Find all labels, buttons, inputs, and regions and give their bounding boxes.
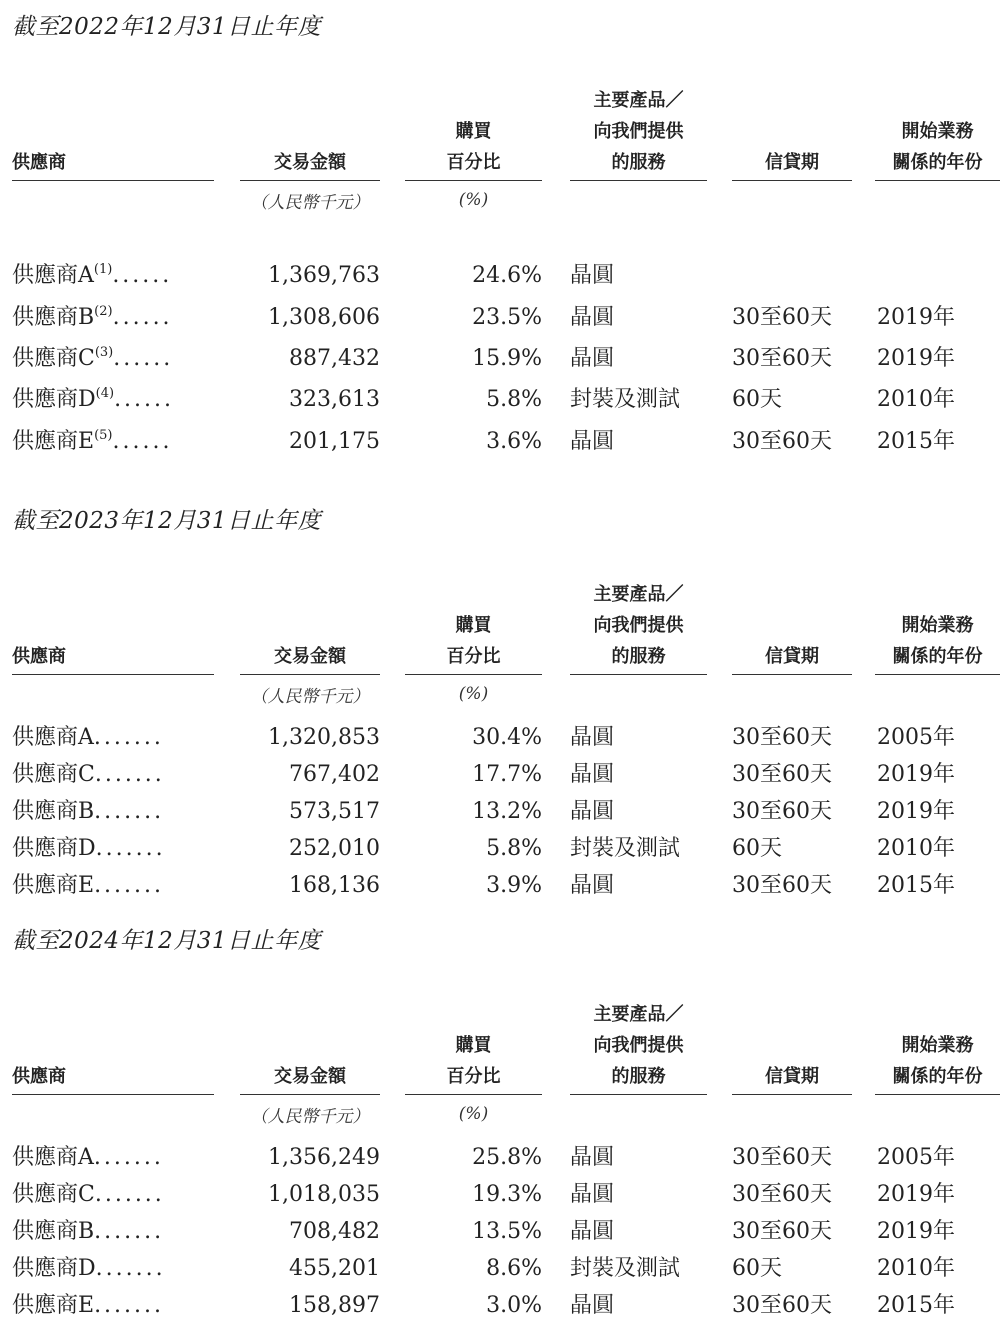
product-service: 晶圓 <box>570 346 615 371</box>
supplier-label: 供應商B <box>12 1219 95 1244</box>
leader-dots: ....... <box>94 799 165 824</box>
leader-dots: ....... <box>94 873 165 898</box>
purchase-percentage: 3.0% <box>486 1293 542 1318</box>
supplier-label: 供應商C <box>12 1182 95 1207</box>
header-rule <box>405 1094 542 1095</box>
product-service: 晶圓 <box>570 1219 615 1244</box>
product-service: 晶圓 <box>570 799 615 824</box>
supplier-label: 供應商A <box>12 725 94 750</box>
product-service: 晶圓 <box>570 1182 615 1207</box>
purchase-percentage: 13.5% <box>472 1219 542 1244</box>
supplier-name <box>12 1288 164 1324</box>
table-row <box>0 831 1000 867</box>
header-rule <box>570 674 707 675</box>
leader-dots: ....... <box>95 836 166 861</box>
product-service: 晶圓 <box>570 1145 615 1170</box>
credit-period: 30至60天 <box>732 799 832 824</box>
purchase-percentage: 5.8% <box>486 836 542 861</box>
relationship-start-year: 2019年 <box>877 1182 955 1207</box>
relationship-start-year: 2019年 <box>877 799 955 824</box>
purchase-percentage: 3.9% <box>486 873 542 898</box>
supplier-name <box>12 1214 164 1250</box>
footnote-ref: (5) <box>94 428 113 443</box>
leader-dots: ...... <box>112 429 173 454</box>
unit-percentage: (%) <box>458 1104 489 1124</box>
supplier-name <box>12 300 173 336</box>
supplier-name <box>12 1140 164 1176</box>
supplier-label: 供應商D <box>12 387 96 412</box>
header-percentage: 購買 百分比 <box>446 615 501 667</box>
transaction-amount: 1,308,606 <box>268 305 380 330</box>
header-supplier: 供應商 <box>12 1066 66 1087</box>
credit-period: 60天 <box>732 836 782 861</box>
leader-dots: ....... <box>94 762 165 787</box>
table-row <box>0 1288 1000 1324</box>
header-rule <box>570 1094 707 1095</box>
credit-period: 30至60天 <box>732 1182 832 1207</box>
supplier-name <box>12 868 164 904</box>
supplier-name <box>12 258 172 294</box>
supplier-label: 供應商E <box>12 873 95 898</box>
relationship-start-year: 2010年 <box>877 387 955 412</box>
product-service: 封裝及測試 <box>570 387 681 412</box>
header-rule <box>875 180 1000 181</box>
leader-dots: ...... <box>114 387 175 412</box>
supplier-label: 供應商B <box>12 305 95 330</box>
product-service: 封裝及測試 <box>570 836 681 861</box>
header-rule <box>12 674 214 675</box>
leader-dots: ....... <box>93 725 164 750</box>
credit-period: 30至60天 <box>732 762 832 787</box>
table-row <box>0 794 1000 830</box>
header-credit: 信貸期 <box>765 152 819 173</box>
supplier-label: 供應商E <box>12 429 95 454</box>
transaction-amount: 573,517 <box>289 799 380 824</box>
product-service: 晶圓 <box>570 305 615 330</box>
supplier-label: 供應商D <box>12 836 96 861</box>
section-title: 截至2022年12月31日止年度 <box>12 14 322 40</box>
footnote-ref: (1) <box>93 262 113 277</box>
purchase-percentage: 13.2% <box>472 799 542 824</box>
footnote-ref: (2) <box>94 304 113 319</box>
product-service: 晶圓 <box>570 873 615 898</box>
product-service: 晶圓 <box>570 1293 615 1318</box>
credit-period: 60天 <box>732 387 782 412</box>
relationship-start-year: 2019年 <box>877 305 955 330</box>
leader-dots: ....... <box>93 1145 164 1170</box>
header-credit: 信貸期 <box>765 1066 819 1087</box>
credit-period: 30至60天 <box>732 429 832 454</box>
product-service: 晶圓 <box>570 429 615 454</box>
relationship-start-year: 2010年 <box>877 836 955 861</box>
purchase-percentage: 24.6% <box>472 263 542 288</box>
transaction-amount: 1,320,853 <box>268 725 380 750</box>
footnote-ref: (3) <box>94 345 114 360</box>
supplier-name <box>12 720 164 756</box>
transaction-amount: 1,369,763 <box>268 263 380 288</box>
table-row <box>0 1251 1000 1287</box>
transaction-amount: 168,136 <box>289 873 380 898</box>
table-row <box>0 720 1000 756</box>
footnote-ref: (4) <box>95 386 115 401</box>
product-service: 晶圓 <box>570 263 615 288</box>
supplier-label: 供應商A <box>12 263 94 288</box>
header-rule <box>240 1094 380 1095</box>
header-years: 開始業務 關係的年份 <box>892 121 983 173</box>
product-service: 晶圓 <box>570 762 615 787</box>
transaction-amount: 887,432 <box>289 346 380 371</box>
header-rule <box>12 180 214 181</box>
header-supplier: 供應商 <box>12 646 66 667</box>
section-title: 截至2023年12月31日止年度 <box>12 508 322 534</box>
unit-amount: （人民幣千元） <box>250 1107 370 1127</box>
supplier-label: 供應商B <box>12 799 95 824</box>
transaction-amount: 1,018,035 <box>268 1182 380 1207</box>
supplier-name <box>12 382 174 418</box>
table-row <box>0 382 1000 418</box>
relationship-start-year: 2010年 <box>877 1256 955 1281</box>
section-title: 截至2024年12月31日止年度 <box>12 928 322 954</box>
relationship-start-year: 2019年 <box>877 346 955 371</box>
header-amount: 交易金額 <box>274 646 346 667</box>
header-percentage: 購買 百分比 <box>446 1035 501 1087</box>
relationship-start-year: 2015年 <box>877 873 955 898</box>
credit-period: 30至60天 <box>732 725 832 750</box>
supplier-label: 供應商A <box>12 1145 94 1170</box>
supplier-label: 供應商D <box>12 1256 96 1281</box>
table-row <box>0 341 1000 377</box>
unit-amount: （人民幣千元） <box>250 193 370 213</box>
transaction-amount: 1,356,249 <box>268 1145 380 1170</box>
supplier-name <box>12 424 172 460</box>
leader-dots: ...... <box>113 346 174 371</box>
credit-period: 60天 <box>732 1256 782 1281</box>
credit-period: 30至60天 <box>732 305 832 330</box>
table-row <box>0 300 1000 336</box>
supplier-name <box>12 1177 165 1213</box>
unit-amount: （人民幣千元） <box>250 687 370 707</box>
credit-period: 30至60天 <box>732 873 832 898</box>
header-years: 開始業務 關係的年份 <box>892 1035 983 1087</box>
supplier-name <box>12 757 165 793</box>
supplier-label: 供應商C <box>12 346 95 371</box>
table-row <box>0 1177 1000 1213</box>
header-product: 主要產品／ 向我們提供 的服務 <box>593 1004 684 1087</box>
header-product: 主要產品／ 向我們提供 的服務 <box>593 584 684 667</box>
supplier-name <box>12 341 173 377</box>
header-product: 主要產品／ 向我們提供 的服務 <box>593 90 684 173</box>
purchase-percentage: 8.6% <box>486 1256 542 1281</box>
transaction-amount: 708,482 <box>289 1219 380 1244</box>
header-rule <box>240 180 380 181</box>
credit-period: 30至60天 <box>732 1219 832 1244</box>
leader-dots: ....... <box>94 1219 165 1244</box>
purchase-percentage: 5.8% <box>486 387 542 412</box>
header-amount: 交易金額 <box>274 152 346 173</box>
table-row <box>0 258 1000 294</box>
product-service: 封裝及測試 <box>570 1256 681 1281</box>
leader-dots: ....... <box>94 1293 165 1318</box>
table-row <box>0 868 1000 904</box>
table-row <box>0 757 1000 793</box>
leader-dots: ...... <box>112 263 173 288</box>
leader-dots: ....... <box>95 1256 166 1281</box>
transaction-amount: 767,402 <box>289 762 380 787</box>
leader-dots: ....... <box>94 1182 165 1207</box>
leader-dots: ...... <box>112 305 173 330</box>
relationship-start-year: 2005年 <box>877 1145 955 1170</box>
relationship-start-year: 2005年 <box>877 725 955 750</box>
relationship-start-year: 2015年 <box>877 1293 955 1318</box>
header-rule <box>405 674 542 675</box>
transaction-amount: 455,201 <box>289 1256 380 1281</box>
header-rule <box>732 180 852 181</box>
purchase-percentage: 17.7% <box>472 762 542 787</box>
relationship-start-year: 2019年 <box>877 762 955 787</box>
credit-period: 30至60天 <box>732 1293 832 1318</box>
unit-percentage: (%) <box>458 190 489 210</box>
supplier-label: 供應商E <box>12 1293 95 1318</box>
supplier-label: 供應商C <box>12 762 95 787</box>
transaction-amount: 201,175 <box>289 429 380 454</box>
table-row <box>0 424 1000 460</box>
header-credit: 信貸期 <box>765 646 819 667</box>
purchase-percentage: 23.5% <box>472 305 542 330</box>
purchase-percentage: 19.3% <box>472 1182 542 1207</box>
header-rule <box>875 1094 1000 1095</box>
product-service: 晶圓 <box>570 725 615 750</box>
purchase-percentage: 25.8% <box>472 1145 542 1170</box>
transaction-amount: 252,010 <box>289 836 380 861</box>
header-rule <box>732 1094 852 1095</box>
credit-period: 30至60天 <box>732 346 832 371</box>
header-years: 開始業務 關係的年份 <box>892 615 983 667</box>
transaction-amount: 323,613 <box>289 387 380 412</box>
header-rule <box>12 1094 214 1095</box>
header-supplier: 供應商 <box>12 152 66 173</box>
purchase-percentage: 3.6% <box>486 429 542 454</box>
purchase-percentage: 15.9% <box>472 346 542 371</box>
unit-percentage: (%) <box>458 684 489 704</box>
header-rule <box>875 674 1000 675</box>
relationship-start-year: 2015年 <box>877 429 955 454</box>
header-rule <box>732 674 852 675</box>
header-percentage: 購買 百分比 <box>446 121 501 173</box>
supplier-name <box>12 831 166 867</box>
purchase-percentage: 30.4% <box>472 725 542 750</box>
header-rule <box>570 180 707 181</box>
header-amount: 交易金額 <box>274 1066 346 1087</box>
transaction-amount: 158,897 <box>289 1293 380 1318</box>
table-row <box>0 1214 1000 1250</box>
supplier-name <box>12 1251 166 1287</box>
header-rule <box>405 180 542 181</box>
header-rule <box>240 674 380 675</box>
credit-period: 30至60天 <box>732 1145 832 1170</box>
table-row <box>0 1140 1000 1176</box>
relationship-start-year: 2019年 <box>877 1219 955 1244</box>
supplier-name <box>12 794 164 830</box>
